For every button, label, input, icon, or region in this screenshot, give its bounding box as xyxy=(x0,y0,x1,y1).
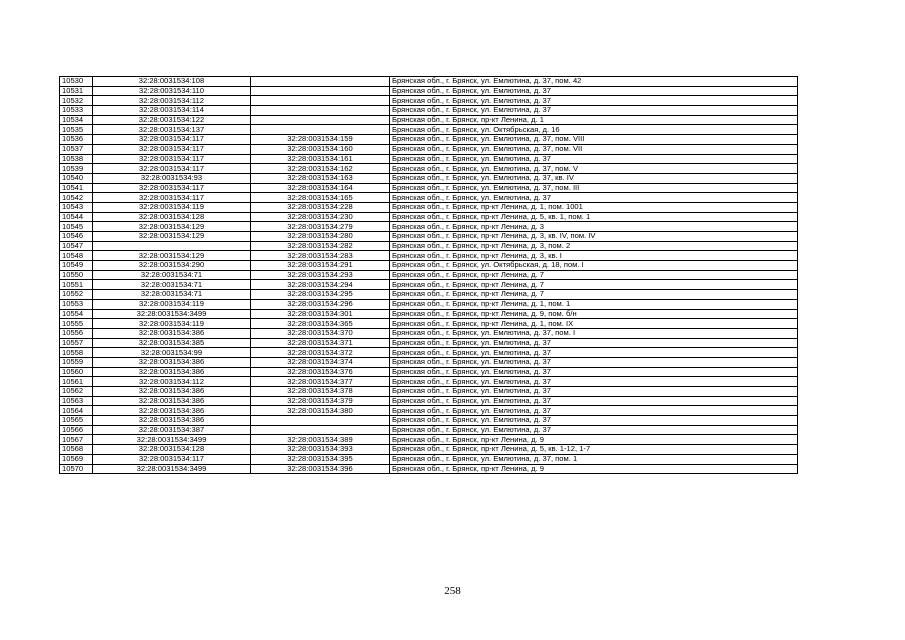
table-row xyxy=(60,251,798,261)
cadastral-number-cell: 32:28:0031534:117 xyxy=(93,144,251,154)
row-number-cell: 10534 xyxy=(60,115,93,125)
table-row xyxy=(60,270,798,280)
address-cell: Брянская обл., г. Брянск, ул. Емлютина, д. 37, пом. 1 xyxy=(390,454,798,464)
address-cell: Брянская обл., г. Брянск, пр-кт Ленина, д. 3 xyxy=(390,222,798,232)
cadastral-number-cell: 32:28:0031534:119 xyxy=(93,202,251,212)
table-row xyxy=(60,96,798,106)
cadastral-number-cell: 32:28:0031534:117 xyxy=(93,135,251,145)
cadastral-number-cell: 32:28:0031534:128 xyxy=(93,445,251,455)
row-number-cell: 10546 xyxy=(60,232,93,242)
premises-cadastral-number-cell: 32:28:0031534:293 xyxy=(251,270,390,280)
premises-cadastral-number-cell: 32:28:0031534:374 xyxy=(251,357,390,367)
row-number-cell: 10540 xyxy=(60,173,93,183)
cadastral-number-cell: 32:28:0031534:99 xyxy=(93,348,251,358)
cadastral-number-cell xyxy=(93,241,251,251)
address-cell: Брянская обл., г. Брянск, ул. Емлютина, д. 37 xyxy=(390,377,798,387)
address-cell: Брянская обл., г. Брянск, ул. Емлютина, д. 37, пом. I xyxy=(390,328,798,338)
premises-cadastral-number-cell: 32:28:0031534:283 xyxy=(251,251,390,261)
address-cell: Брянская обл., г. Брянск, ул. Емлютина, д. 37 xyxy=(390,416,798,426)
cadastral-number-cell: 32:28:0031534:386 xyxy=(93,357,251,367)
table-row xyxy=(60,387,798,397)
table-row xyxy=(60,454,798,464)
row-number-cell: 10562 xyxy=(60,387,93,397)
cadastral-number-cell: 32:28:0031534:386 xyxy=(93,416,251,426)
address-cell: Брянская обл., г. Брянск, ул. Емлютина, д. 37, пом. V xyxy=(390,164,798,174)
address-cell: Брянская обл., г. Брянск, ул. Емлютина, д. 37 xyxy=(390,396,798,406)
premises-cadastral-number-cell: 32:28:0031534:163 xyxy=(251,173,390,183)
row-number-cell: 10568 xyxy=(60,445,93,455)
cadastral-number-cell: 32:28:0031534:71 xyxy=(93,280,251,290)
row-number-cell: 10555 xyxy=(60,319,93,329)
table-row xyxy=(60,367,798,377)
address-cell: Брянская обл., г. Брянск, ул. Емлютина, д. 37 xyxy=(390,338,798,348)
table-row xyxy=(60,183,798,193)
cadastral-number-cell: 32:28:0031534:129 xyxy=(93,222,251,232)
table-row xyxy=(60,241,798,251)
premises-cadastral-number-cell: 32:28:0031534:230 xyxy=(251,212,390,222)
cadastral-number-cell: 32:28:0031534:112 xyxy=(93,96,251,106)
cadastral-number-cell: 32:28:0031534:117 xyxy=(93,183,251,193)
premises-cadastral-number-cell: 32:28:0031534:164 xyxy=(251,183,390,193)
row-number-cell: 10560 xyxy=(60,367,93,377)
table-row xyxy=(60,309,798,319)
address-cell: Брянская обл., г. Брянск, пр-кт Ленина, д. 1 xyxy=(390,115,798,125)
premises-cadastral-number-cell: 32:28:0031534:376 xyxy=(251,367,390,377)
cadastral-number-cell: 32:28:0031534:129 xyxy=(93,251,251,261)
cadastral-number-cell: 32:28:0031534:129 xyxy=(93,232,251,242)
premises-cadastral-number-cell: 32:28:0031534:393 xyxy=(251,445,390,455)
premises-cadastral-number-cell xyxy=(251,425,390,435)
table-row xyxy=(60,212,798,222)
table-row xyxy=(60,290,798,300)
premises-cadastral-number-cell: 32:28:0031534:370 xyxy=(251,328,390,338)
table-row xyxy=(60,202,798,212)
cadastral-number-cell: 32:28:0031534:290 xyxy=(93,261,251,271)
table-row xyxy=(60,445,798,455)
premises-cadastral-number-cell: 32:28:0031534:165 xyxy=(251,193,390,203)
page-number: 258 xyxy=(444,585,461,597)
address-cell: Брянская обл., г. Брянск, ул. Емлютина, д. 37 xyxy=(390,357,798,367)
table-row xyxy=(60,232,798,242)
premises-cadastral-number-cell: 32:28:0031534:396 xyxy=(251,464,390,474)
row-number-cell: 10552 xyxy=(60,290,93,300)
address-cell: Брянская обл., г. Брянск, ул. Емлютина, д. 37 xyxy=(390,96,798,106)
address-cell: Брянская обл., г. Брянск, ул. Емлютина, д. 37 xyxy=(390,406,798,416)
address-cell: Брянская обл., г. Брянск, ул. Емлютина, д. 37, пом. VIII xyxy=(390,135,798,145)
address-cell: Брянская обл., г. Брянск, пр-кт Ленина, д. 7 xyxy=(390,290,798,300)
row-number-cell: 10545 xyxy=(60,222,93,232)
records-table xyxy=(59,76,798,474)
table-row xyxy=(60,464,798,474)
row-number-cell: 10553 xyxy=(60,299,93,309)
table-row xyxy=(60,77,798,87)
premises-cadastral-number-cell: 32:28:0031534:378 xyxy=(251,387,390,397)
premises-cadastral-number-cell: 32:28:0031534:160 xyxy=(251,144,390,154)
premises-cadastral-number-cell xyxy=(251,125,390,135)
cadastral-number-cell: 32:28:0031534:386 xyxy=(93,387,251,397)
table-row xyxy=(60,106,798,116)
address-cell: Брянская обл., г. Брянск, ул. Емлютина, д. 37 xyxy=(390,367,798,377)
row-number-cell: 10532 xyxy=(60,96,93,106)
premises-cadastral-number-cell: 32:28:0031534:291 xyxy=(251,261,390,271)
table-row xyxy=(60,348,798,358)
cadastral-number-cell: 32:28:0031534:119 xyxy=(93,299,251,309)
address-cell: Брянская обл., г. Брянск, пр-кт Ленина, д. 3, кв. IV, пом. IV xyxy=(390,232,798,242)
table-row xyxy=(60,193,798,203)
premises-cadastral-number-cell: 32:28:0031534:228 xyxy=(251,202,390,212)
cadastral-number-cell: 32:28:0031534:386 xyxy=(93,396,251,406)
cadastral-number-cell: 32:28:0031534:114 xyxy=(93,106,251,116)
address-cell: Брянская обл., г. Брянск, ул. Емлютина, д. 37 xyxy=(390,154,798,164)
premises-cadastral-number-cell: 32:28:0031534:372 xyxy=(251,348,390,358)
row-number-cell: 10549 xyxy=(60,261,93,271)
row-number-cell: 10561 xyxy=(60,377,93,387)
table-row xyxy=(60,222,798,232)
table-row xyxy=(60,115,798,125)
premises-cadastral-number-cell: 32:28:0031534:282 xyxy=(251,241,390,251)
row-number-cell: 10569 xyxy=(60,454,93,464)
cadastral-number-cell: 32:28:0031534:386 xyxy=(93,367,251,377)
row-number-cell: 10547 xyxy=(60,241,93,251)
row-number-cell: 10536 xyxy=(60,135,93,145)
cadastral-number-cell: 32:28:0031534:93 xyxy=(93,173,251,183)
table-row xyxy=(60,261,798,271)
premises-cadastral-number-cell xyxy=(251,115,390,125)
row-number-cell: 10542 xyxy=(60,193,93,203)
address-cell: Брянская обл., г. Брянск, пр-кт Ленина, д. 7 xyxy=(390,270,798,280)
premises-cadastral-number-cell: 32:28:0031534:159 xyxy=(251,135,390,145)
table-row xyxy=(60,319,798,329)
address-cell: Брянская обл., г. Брянск, пр-кт Ленина, д. 1, пом. 1 xyxy=(390,299,798,309)
row-number-cell: 10548 xyxy=(60,251,93,261)
cadastral-number-cell: 32:28:0031534:3499 xyxy=(93,435,251,445)
premises-cadastral-number-cell xyxy=(251,77,390,87)
address-cell: Брянская обл., г. Брянск, ул. Емлютина, д. 37 xyxy=(390,348,798,358)
cadastral-number-cell: 32:28:0031534:387 xyxy=(93,425,251,435)
address-cell: Брянская обл., г. Брянск, пр-кт Ленина, д. 1, пом. IX xyxy=(390,319,798,329)
row-number-cell: 10538 xyxy=(60,154,93,164)
cadastral-number-cell: 32:28:0031534:117 xyxy=(93,193,251,203)
table-row xyxy=(60,125,798,135)
cadastral-number-cell: 32:28:0031534:386 xyxy=(93,406,251,416)
premises-cadastral-number-cell: 32:28:0031534:280 xyxy=(251,232,390,242)
premises-cadastral-number-cell: 32:28:0031534:395 xyxy=(251,454,390,464)
cadastral-number-cell: 32:28:0031534:108 xyxy=(93,77,251,87)
records-table-body xyxy=(60,77,798,474)
row-number-cell: 10567 xyxy=(60,435,93,445)
row-number-cell: 10531 xyxy=(60,86,93,96)
address-cell: Брянская обл., г. Брянск, ул. Емлютина, д. 37, пом. III xyxy=(390,183,798,193)
row-number-cell: 10565 xyxy=(60,416,93,426)
cadastral-number-cell: 32:28:0031534:71 xyxy=(93,270,251,280)
address-cell: Брянская обл., г. Брянск, ул. Емлютина, д. 37 xyxy=(390,86,798,96)
address-cell: Брянская обл., г. Брянск, ул. Емлютина, д. 37, пом. 42 xyxy=(390,77,798,87)
address-cell: Брянская обл., г. Брянск, пр-кт Ленина, д. 9, пом. б/н xyxy=(390,309,798,319)
address-cell: Брянская обл., г. Брянск, пр-кт Ленина, д. 1, пом. 1001 xyxy=(390,202,798,212)
cadastral-number-cell: 32:28:0031534:112 xyxy=(93,377,251,387)
address-cell: Брянская обл., г. Брянск, ул. Емлютина, д. 37, кв. IV xyxy=(390,173,798,183)
cadastral-number-cell: 32:28:0031534:71 xyxy=(93,290,251,300)
address-cell: Брянская обл., г. Брянск, ул. Емлютина, д. 37, пом. VII xyxy=(390,144,798,154)
row-number-cell: 10559 xyxy=(60,357,93,367)
premises-cadastral-number-cell: 32:28:0031534:296 xyxy=(251,299,390,309)
row-number-cell: 10557 xyxy=(60,338,93,348)
premises-cadastral-number-cell: 32:28:0031534:377 xyxy=(251,377,390,387)
premises-cadastral-number-cell xyxy=(251,106,390,116)
address-cell: Брянская обл., г. Брянск, пр-кт Ленина, д. 3, пом. 2 xyxy=(390,241,798,251)
address-cell: Брянская обл., г. Брянск, ул. Емлютина, д. 37 xyxy=(390,193,798,203)
table-row xyxy=(60,144,798,154)
table-row xyxy=(60,435,798,445)
cadastral-number-cell: 32:28:0031534:119 xyxy=(93,319,251,329)
address-cell: Брянская обл., г. Брянск, ул. Емлютина, д. 37 xyxy=(390,387,798,397)
premises-cadastral-number-cell: 32:28:0031534:295 xyxy=(251,290,390,300)
table-row xyxy=(60,338,798,348)
cadastral-number-cell: 32:28:0031534:3499 xyxy=(93,309,251,319)
address-cell: Брянская обл., г. Брянск, пр-кт Ленина, д. 9 xyxy=(390,464,798,474)
address-cell: Брянская обл., г. Брянск, ул. Емлютина, д. 37 xyxy=(390,106,798,116)
address-cell: Брянская обл., г. Брянск, ул. Октябрьская, д. 18, пом. I xyxy=(390,261,798,271)
table-row xyxy=(60,280,798,290)
row-number-cell: 10566 xyxy=(60,425,93,435)
cadastral-number-cell: 32:28:0031534:3499 xyxy=(93,464,251,474)
cadastral-number-cell: 32:28:0031534:122 xyxy=(93,115,251,125)
cadastral-number-cell: 32:28:0031534:117 xyxy=(93,164,251,174)
row-number-cell: 10556 xyxy=(60,328,93,338)
premises-cadastral-number-cell: 32:28:0031534:162 xyxy=(251,164,390,174)
cadastral-number-cell: 32:28:0031534:117 xyxy=(93,454,251,464)
address-cell: Брянская обл., г. Брянск, ул. Октябрьская, д. 16 xyxy=(390,125,798,135)
row-number-cell: 10551 xyxy=(60,280,93,290)
table-row xyxy=(60,154,798,164)
row-number-cell: 10550 xyxy=(60,270,93,280)
row-number-cell: 10570 xyxy=(60,464,93,474)
row-number-cell: 10564 xyxy=(60,406,93,416)
premises-cadastral-number-cell: 32:28:0031534:301 xyxy=(251,309,390,319)
row-number-cell: 10541 xyxy=(60,183,93,193)
cadastral-number-cell: 32:28:0031534:385 xyxy=(93,338,251,348)
cadastral-number-cell: 32:28:0031534:117 xyxy=(93,154,251,164)
address-cell: Брянская обл., г. Брянск, пр-кт Ленина, д. 5, кв. 1-12, 1-7 xyxy=(390,445,798,455)
table-row xyxy=(60,377,798,387)
row-number-cell: 10530 xyxy=(60,77,93,87)
cadastral-number-cell: 32:28:0031534:110 xyxy=(93,86,251,96)
address-cell: Брянская обл., г. Брянск, пр-кт Ленина, д. 3, кв. I xyxy=(390,251,798,261)
row-number-cell: 10537 xyxy=(60,144,93,154)
cadastral-number-cell: 32:28:0031534:137 xyxy=(93,125,251,135)
table-row xyxy=(60,357,798,367)
premises-cadastral-number-cell xyxy=(251,416,390,426)
table-row xyxy=(60,86,798,96)
premises-cadastral-number-cell xyxy=(251,96,390,106)
table-row xyxy=(60,135,798,145)
address-cell: Брянская обл., г. Брянск, пр-кт Ленина, д. 9 xyxy=(390,435,798,445)
table-row xyxy=(60,396,798,406)
row-number-cell: 10539 xyxy=(60,164,93,174)
table-row xyxy=(60,173,798,183)
address-cell: Брянская обл., г. Брянск, пр-кт Ленина, д. 5, кв. 1, пом. 1 xyxy=(390,212,798,222)
premises-cadastral-number-cell: 32:28:0031534:279 xyxy=(251,222,390,232)
row-number-cell: 10544 xyxy=(60,212,93,222)
cadastral-number-cell: 32:28:0031534:128 xyxy=(93,212,251,222)
row-number-cell: 10543 xyxy=(60,202,93,212)
table-row xyxy=(60,328,798,338)
premises-cadastral-number-cell: 32:28:0031534:365 xyxy=(251,319,390,329)
row-number-cell: 10554 xyxy=(60,309,93,319)
table-row xyxy=(60,164,798,174)
address-cell: Брянская обл., г. Брянск, ул. Емлютина, д. 37 xyxy=(390,425,798,435)
premises-cadastral-number-cell: 32:28:0031534:161 xyxy=(251,154,390,164)
address-cell: Брянская обл., г. Брянск, пр-кт Ленина, д. 7 xyxy=(390,280,798,290)
premises-cadastral-number-cell xyxy=(251,86,390,96)
row-number-cell: 10558 xyxy=(60,348,93,358)
premises-cadastral-number-cell: 32:28:0031534:380 xyxy=(251,406,390,416)
premises-cadastral-number-cell: 32:28:0031534:294 xyxy=(251,280,390,290)
cadastral-number-cell: 32:28:0031534:386 xyxy=(93,328,251,338)
table-row xyxy=(60,299,798,309)
table-row xyxy=(60,406,798,416)
premises-cadastral-number-cell: 32:28:0031534:389 xyxy=(251,435,390,445)
row-number-cell: 10563 xyxy=(60,396,93,406)
table-row xyxy=(60,425,798,435)
premises-cadastral-number-cell: 32:28:0031534:371 xyxy=(251,338,390,348)
table-row xyxy=(60,416,798,426)
row-number-cell: 10533 xyxy=(60,106,93,116)
row-number-cell: 10535 xyxy=(60,125,93,135)
premises-cadastral-number-cell: 32:28:0031534:379 xyxy=(251,396,390,406)
